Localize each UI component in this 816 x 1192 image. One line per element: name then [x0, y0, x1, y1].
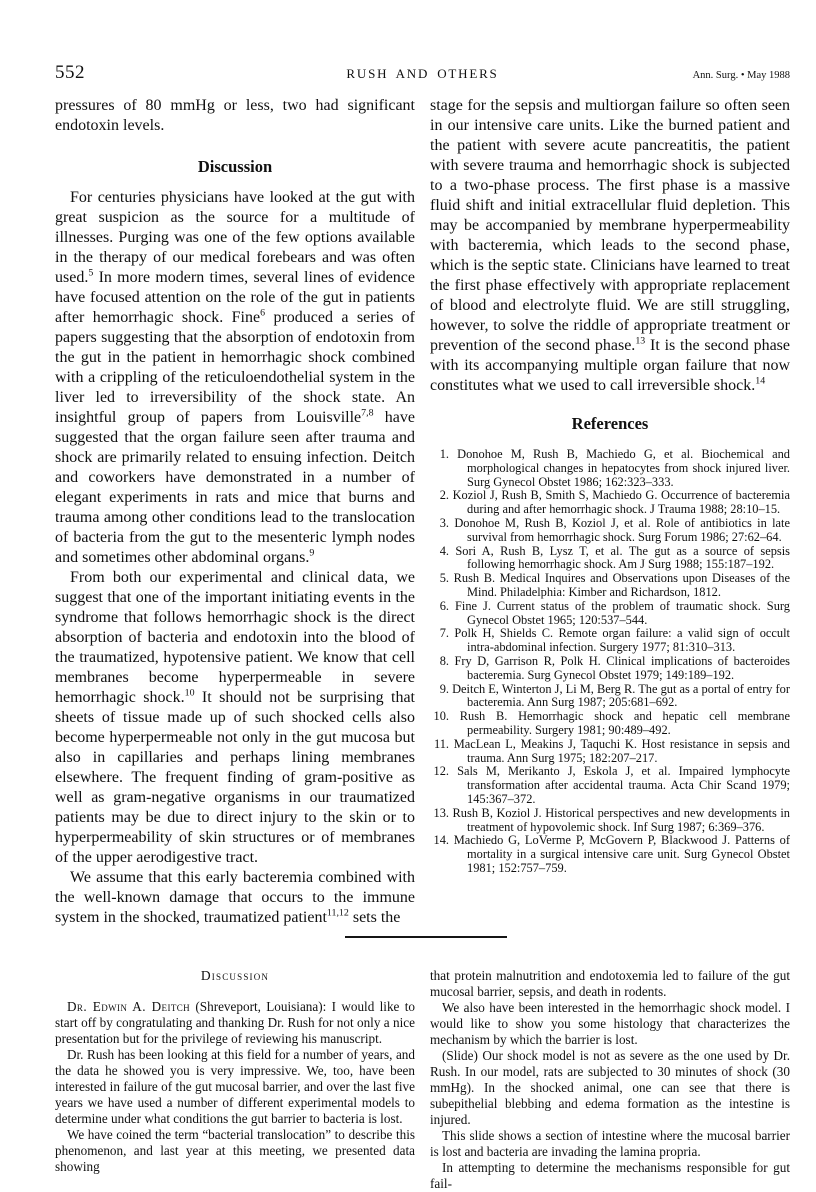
reference-item: 3. Donohoe M, Rush B, Koziol J, et al. Role of antibiotics in late survival from hemorrhagic shock. Surg Forum 1986; 27:62–64.	[430, 517, 790, 545]
reference-number: 5.	[439, 571, 449, 586]
reference-number: 10.	[433, 709, 449, 724]
article-left-column	[55, 96, 415, 928]
reference-number: 6.	[439, 598, 449, 613]
paragraph: From both our experimental and clinical data, we suggest that one of the important initiating events in the syndrome that follows hemorrhagic shock is the direct absorption of bacteria and endotoxin into the blood of the traumatized, hypotensive patient. We know that cell membranes become hyperpermeable in severe hemorrhagic shock.$^{10}$ It should not be surprising that sheets of tissue made up of such shocked cells also become hyperpermeable not only in the gut mucosa but also in capillaries and perhaps lining membranes elsewhere. The frequent finding of gram-positive as well as gram-negative organisms in our traumatized patients may be due to direct injury to the skin or to hyperpermeability of skin structures or of membranes of the upper aerodigestive tract.	[55, 569, 416, 866]
discussion-left-column	[55, 968, 415, 1192]
reference-item: 9. Deitch E, Winterton J, Li M, Berg R. The gut as a portal of entry for bacteremia. Ann Surg 1987; 205:681–692.	[430, 683, 790, 711]
section-divider-rule	[345, 936, 507, 938]
reference-number: 12.	[433, 764, 449, 779]
article-body	[55, 96, 790, 928]
floor-discussion-heading: Discussion	[200, 968, 270, 983]
reference-number: 13.	[433, 805, 449, 820]
reference-number: 14.	[433, 833, 449, 848]
paragraph-continuation: stage for the sepsis and multiorgan failure so often seen in our intensive care units. Like the burned patient and the patient with severe acute pancreatitis, the patient with severe trauma and hemorrhagic shock is subjected to a two-phase process. The first phase is a massive fluid shift and initial extracellular fluid depletion. This may be accompanied by membrane hyperpermeability with bacteremia, which leads to the second phase, which is the septic state. Clinicians have learned to treat the first phase effectively with appropriate replacement of blood and electrolyte fluid. We are still struggling, however, to solve the riddle of appropriate treatment or prevention of the second phase.$^{13}$ It is the second phase with its accompanying multiple organ failure that now constitutes what we used to call irreversible shock.$^{14}$	[430, 97, 791, 394]
reference-superscript: 9	[309, 547, 315, 559]
discussion-right-paragraphs	[430, 1000, 790, 1192]
reference-item: 10. Rush B. Hemorrhagic shock and hepatic cell membrane permeability. Surgery 1981; 90:489–492.	[430, 710, 790, 738]
discussion-left-paragraphs	[55, 999, 415, 1175]
discussion-section-heading: Discussion	[197, 157, 273, 176]
reference-number: 8.	[439, 653, 449, 668]
journal-issue-info: Ann. Surg. • May 1988	[692, 70, 790, 81]
reference-superscript: 5	[88, 267, 94, 279]
reference-number: 7.	[439, 626, 449, 641]
paragraph-continuation: that protein malnutrition and endotoxemia led to failure of the gut mucosal barrier, sepsis, and death in rodents.	[430, 968, 790, 999]
reference-item: 2. Koziol J, Rush B, Smith S, Machiedo G. Occurrence of bacteremia during and after hemorrhagic shock. J Trauma 1988; 28:10–15.	[430, 489, 790, 517]
paragraph: We also have been interested in the hemorrhagic shock model. I would like to show you some histology that characterizes the mechanism by which the barrier is lost.	[430, 1000, 790, 1047]
reference-number: 9.	[439, 681, 449, 696]
references-list	[430, 448, 790, 876]
paragraph: Dr. Rush has been looking at this field for a number of years, and the data he showed you is very impressive. We, too, have been interested in failure of the gut mucosal barrier, and over the last five years we have used a number of different experimental models to determine under what conditions the gut barrier to bacteria is lost.	[55, 1047, 415, 1126]
reference-superscript: 10	[184, 687, 195, 699]
reference-item: 1. Donohoe M, Rush B, Machiedo G, et al. Biochemical and morphological changes in hepatocytes from shock injured liver. Surg Gynecol Obstet 1986; 162:323–333.	[430, 448, 790, 489]
reference-item: 12. Sals M, Merikanto J, Eskola J, et al. Impaired lymphocyte transformation after accidental trauma. Acta Chir Scand 1979; 145:367–372.	[430, 765, 790, 806]
reference-number: 4.	[439, 543, 449, 558]
page-number: 552	[55, 62, 85, 83]
paragraph: In attempting to determine the mechanisms responsible for gut fail-	[430, 1160, 790, 1191]
reference-item: 7. Polk H, Shields C. Remote organ failure: a valid sign of occult intra-abdominal infection. Surgery 1977; 81:310–313.	[430, 627, 790, 655]
floor-discussion-section	[55, 968, 790, 1192]
paragraph-continuation: pressures of 80 mmHg or less, two had significant endotoxin levels.	[55, 97, 415, 134]
reference-item: 14. Machiedo G, LoVerme P, McGovern P, Blackwood J. Patterns of mortality in a surgical intensive care unit. Surg Gynecol Obstet 1981; 152:757–759.	[430, 834, 790, 875]
reference-item: 11. MacLean L, Meakins J, Taquchi K. Host resistance in sepsis and trauma. Ann Surg 1975; 182:207–217.	[430, 738, 790, 766]
running-header	[55, 62, 790, 84]
reference-number: 2.	[439, 488, 449, 503]
article-right-column	[430, 96, 790, 928]
reference-item: 13. Rush B, Koziol J. Historical perspectives and new developments in treatment of hypovolemic shock. Inf Surg 1987; 6:369–376.	[430, 807, 790, 835]
reference-superscript: 6	[260, 307, 266, 319]
reference-item: 4. Sori A, Rush B, Lysz T, et al. The gut as a source of sepsis following hemorrhagic shock. Am J Surg 1988; 155:187–192.	[430, 545, 790, 573]
references-heading: References	[571, 414, 649, 433]
running-title: RUSH AND OTHERS	[346, 66, 499, 81]
paragraph: For centuries physicians have looked at the gut with great suspicion as the source for a multitude of illnesses. Purging was one of the few options available in the therapy of our medical forebears and was often used.$^5$ In more modern times, several lines of evidence have focused attention on the role of the gut in patients after hemorrhagic shock. Fine$^6$ produced a series of papers suggesting that the absorption of endotoxin from the gut in the patient in hemorrhagic shock combined with a crippling of the reticuloendothelial system in the liver led to irreversibility of the shock state. An insightful group of papers from Louisville$^{7,8}$ have suggested that the organ failure seen after trauma and shock are primarily related to ensuing infection. Deitch and coworkers have demonstrated in a number of elegant experiments in rats and mice that burns and trauma among other conditions lead to the translocation of bacteria from the gut to the mesenteric lymph nodes and sometimes other abdominal organs.$^9$	[55, 189, 416, 566]
reference-superscript: 7,8	[361, 407, 374, 419]
reference-number: 1.	[439, 447, 449, 461]
reference-superscript: 14	[755, 375, 766, 387]
reference-item: 6. Fine J. Current status of the problem of traumatic shock. Surg Gynecol Obstet 1965; 120:537–544.	[430, 600, 790, 628]
reference-number: 3.	[439, 515, 449, 530]
paragraph: Dr. Edwin A. Deitch (Shreveport, Louisiana): I would like to start off by congratulating and thanking Dr. Rush for not only a nice presentation but for the privilege of reviewing his manuscript.	[55, 999, 415, 1046]
discussion-paragraphs	[55, 188, 415, 928]
discussion-right-column	[430, 968, 790, 1192]
speaker-name: Dr. Edwin A. Deitch	[67, 999, 191, 1014]
paragraph: This slide shows a section of intestine where the mucosal barrier is lost and bacteria are invading the lamina propria.	[430, 1128, 790, 1159]
reference-superscript: 13	[635, 335, 646, 347]
reference-item: 5. Rush B. Medical Inquires and Observations upon Diseases of the Mind. Philadelphia: Kimber and Richardson, 1812.	[430, 572, 790, 600]
reference-superscript: 11,12	[326, 907, 349, 919]
reference-item: 8. Fry D, Garrison R, Polk H. Clinical implications of bacteroides bacteremia. Surg Gynecol Obstet 1979; 149:189–192.	[430, 655, 790, 683]
reference-number: 11.	[433, 736, 449, 751]
paragraph: We assume that this early bacteremia combined with the well-known damage that occurs to the immune system in the shocked, traumatized patient$^{11,12}$ sets the	[55, 869, 415, 926]
paragraph: (Slide) Our shock model is not as severe as the one used by Dr. Rush. In our model, rats are subjected to 30 minutes of shock (30 mmHg). In the shocked animal, one can see that there is subepithelial blebbing and edema formation as the intestine is injured.	[430, 1048, 790, 1127]
paragraph: We have coined the term “bacterial translocation” to describe this phenomenon, and last year at this meeting, we presented data showing	[55, 1127, 415, 1174]
